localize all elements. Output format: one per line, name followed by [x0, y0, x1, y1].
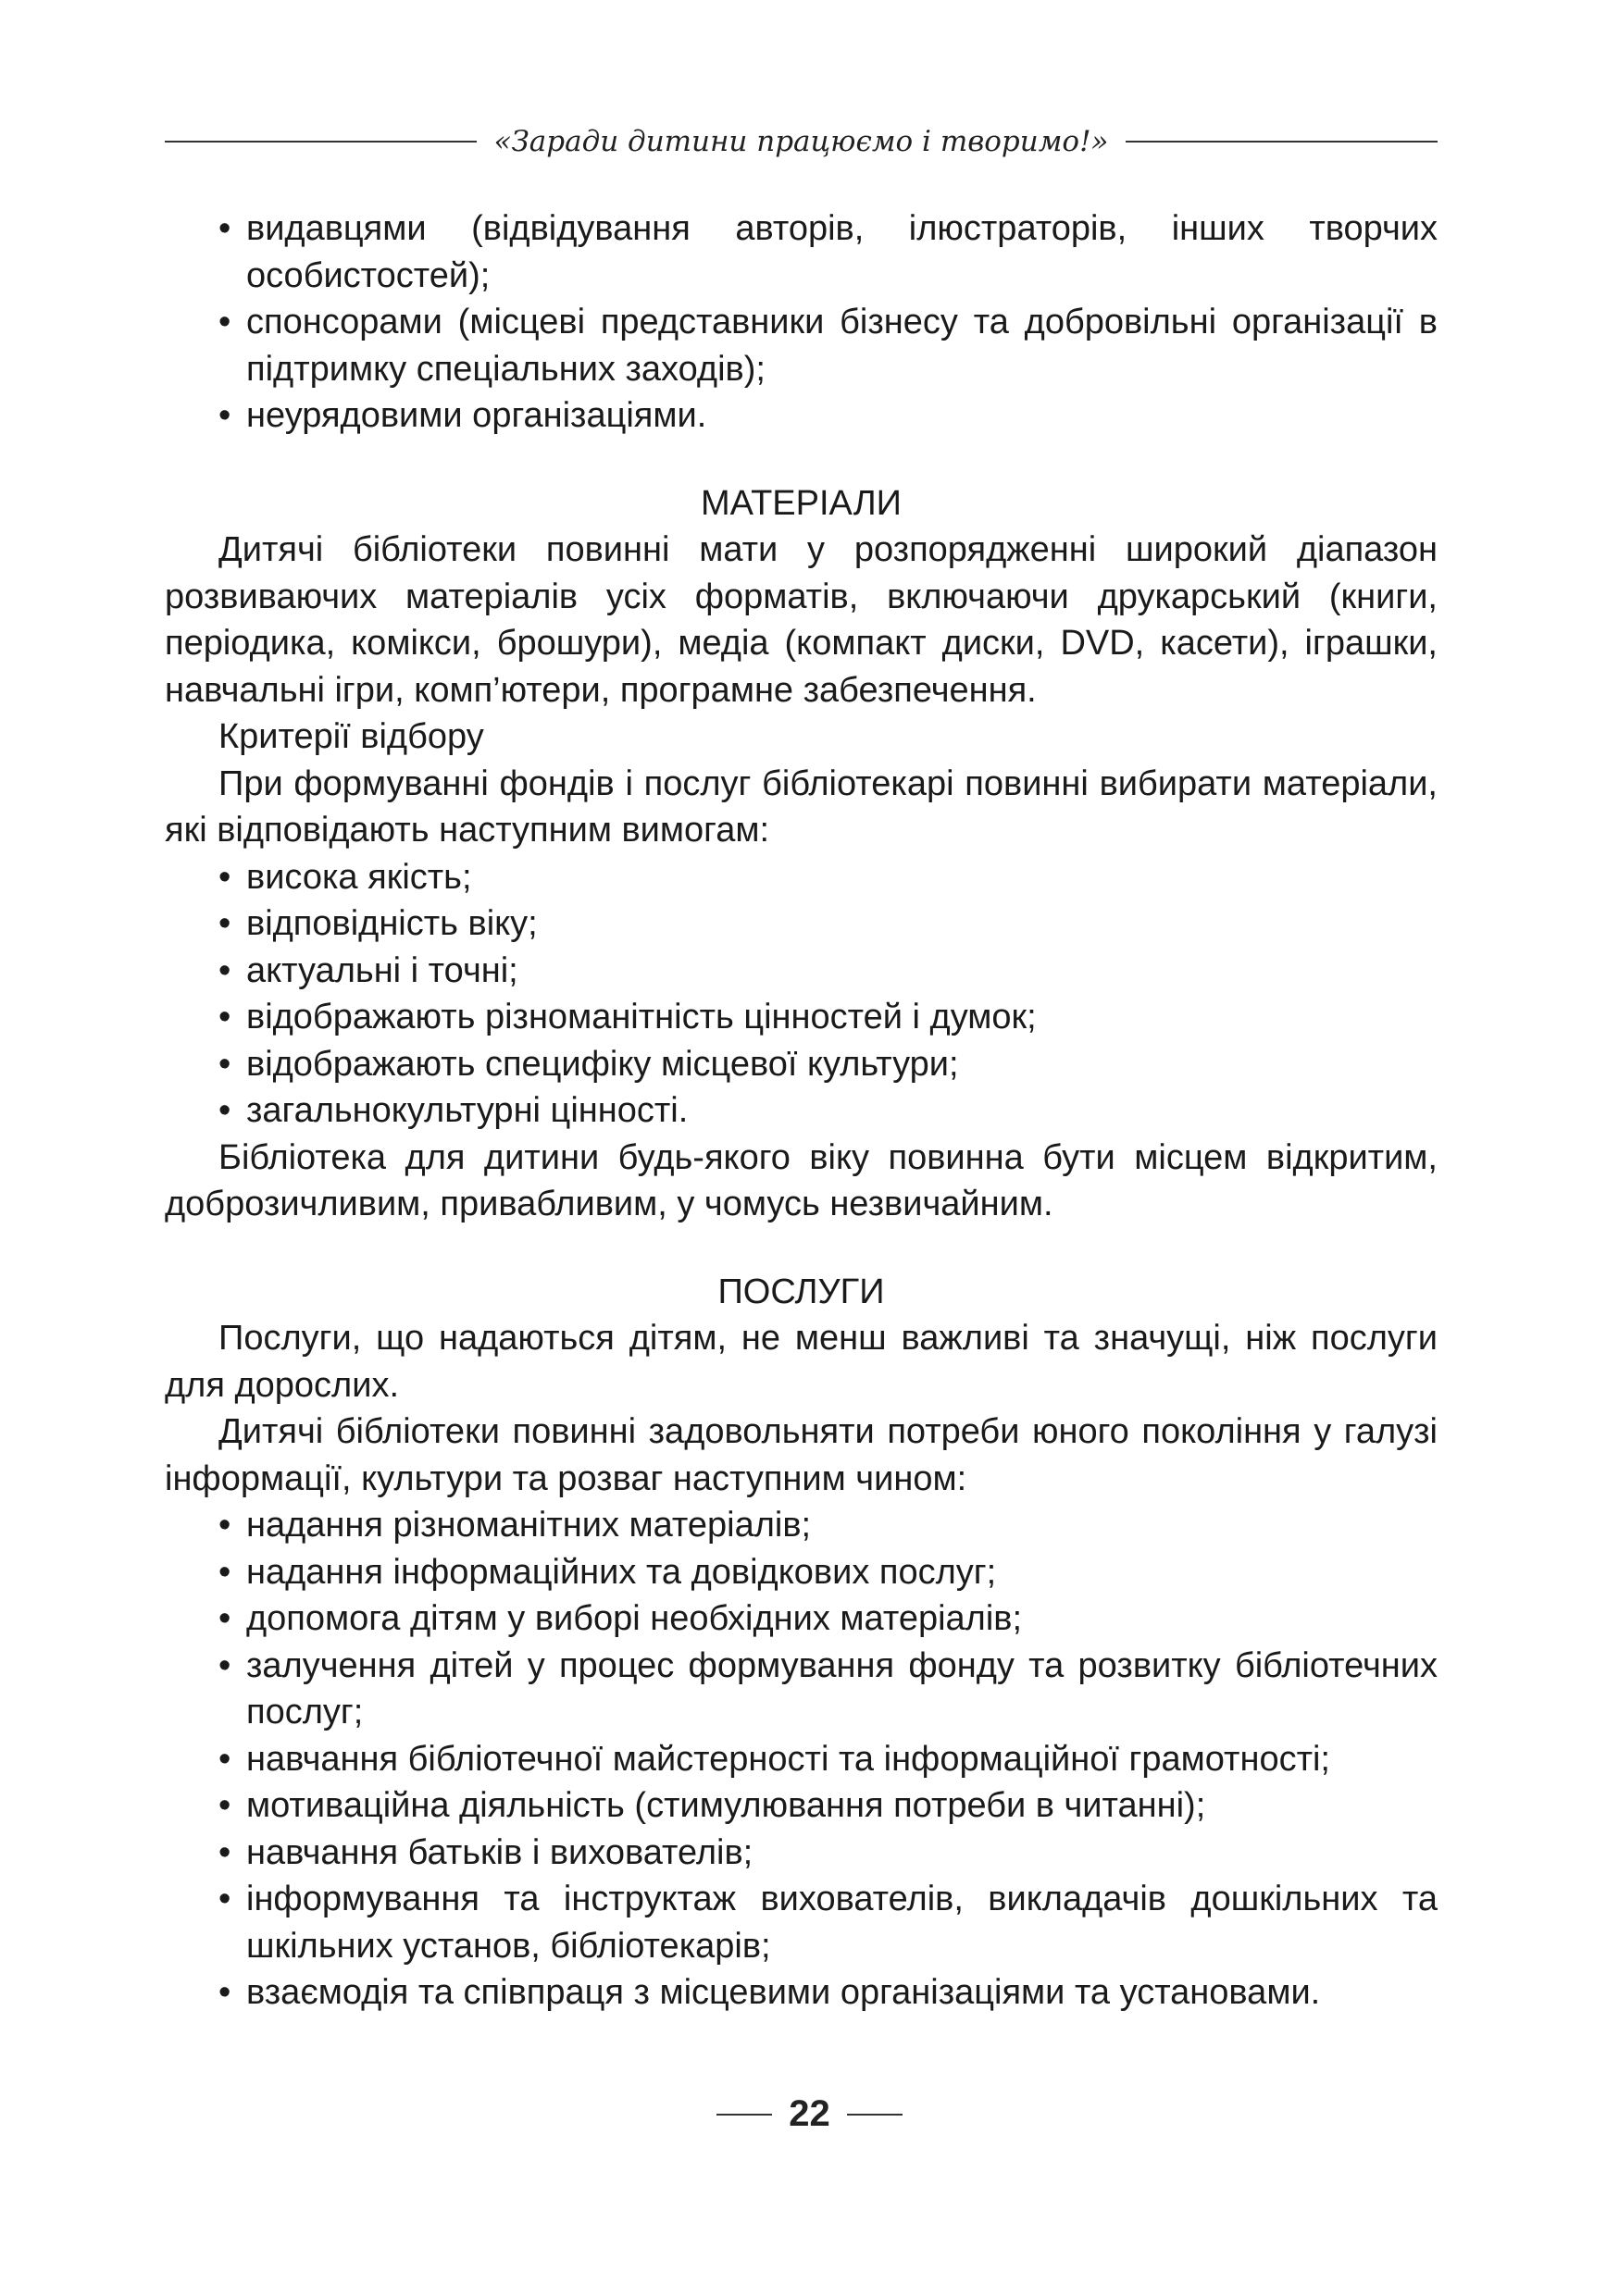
- page-content: [165, 205, 1438, 2017]
- list-item: • неурядовими організаціями.: [165, 392, 1438, 440]
- header-rule-right: [1126, 141, 1438, 143]
- header-title: «Заради дитини працюємо і творимо!»: [493, 125, 1109, 158]
- list-item: • відображають специфіку місцевої культури;: [165, 1041, 1438, 1088]
- materials-paragraph: Дитячі бібліотеки повинні мати у розпорядженні широкий діапазон розвиваючих матеріалів усіх форматів, включаючи друкарський (книги, періодика, комікси, брошури), медіа (компакт диски, DVD, касети), іграшки, навчальні ігри, комп’ютери, програмне забезпечення.: [165, 530, 1438, 710]
- section-heading-materials: МАТЕРІАЛИ: [701, 483, 902, 523]
- list-item: • навчання бібліотечної майстерності та інформаційної грамотності;: [165, 1736, 1438, 1783]
- services-paragraph: Послуги, що надаються дітям, не менш важливі та значущі, ніж послуги для дорослих.: [165, 1319, 1438, 1405]
- services-list: [165, 1502, 1438, 2017]
- list-item: • видавцями (відвідування авторів, ілюстраторів, інших творчих особистостей);: [165, 205, 1438, 299]
- criteria-title: Критерії відбору: [218, 717, 484, 756]
- page-number-dash-right: [847, 2114, 903, 2116]
- list-item: • навчання батьків і вихователів;: [165, 1830, 1438, 1877]
- list-item: • допомога дітям у виборі необхідних матеріалів;: [165, 1595, 1438, 1643]
- partners-list: [165, 205, 1438, 440]
- criteria-list: [165, 854, 1438, 1135]
- materials-paragraph: При формуванні фондів і послуг бібліотекарі повинні вибирати матеріали, які відповідають наступним вимогам:: [165, 763, 1438, 850]
- services-paragraph: Дитячі бібліотеки повинні задовольняти потреби юного покоління у галузі інформації, культури та розваг наступним чином:: [165, 1412, 1438, 1498]
- list-item: • висока якість;: [165, 854, 1438, 901]
- list-item: • відображають різноманітність цінностей і думок;: [165, 994, 1438, 1041]
- list-item: • актуальні і точні;: [165, 948, 1438, 995]
- list-item: • взаємодія та співпраця з місцевими організаціями та установами.: [165, 1969, 1438, 2017]
- page-number: [0, 2093, 1619, 2135]
- list-item: • відповідність віку;: [165, 900, 1438, 948]
- list-item: • інформування та інструктаж вихователів, викладачів дошкільних та шкільних установ, бібліотекарів;: [165, 1876, 1438, 1969]
- list-item: • надання інформаційних та довідкових послуг;: [165, 1549, 1438, 1596]
- list-item: • надання різноманітних матеріалів;: [165, 1502, 1438, 1549]
- list-item: • загальнокультурні цінності.: [165, 1087, 1438, 1135]
- header-rule-left: [165, 141, 477, 143]
- page-number-dash-left: [716, 2114, 772, 2116]
- materials-paragraph: Бібліотека для дитини будь-якого віку повинна бути місцем відкритим, доброзичливим, привабливим, у чомусь незвичайним.: [165, 1137, 1438, 1223]
- page-number-value: 22: [789, 2093, 830, 2134]
- list-item: • залучення дітей у процес формування фонду та розвитку бібліотечних послуг;: [165, 1643, 1438, 1736]
- list-item: • спонсорами (місцеві представники бізнесу та добровільні організації в підтримку спеціальних заходів);: [165, 299, 1438, 392]
- running-header: [165, 118, 1438, 165]
- list-item: • мотиваційна діяльність (стимулювання потреби в читанні);: [165, 1782, 1438, 1830]
- section-heading-services: ПОСЛУГИ: [717, 1272, 885, 1311]
